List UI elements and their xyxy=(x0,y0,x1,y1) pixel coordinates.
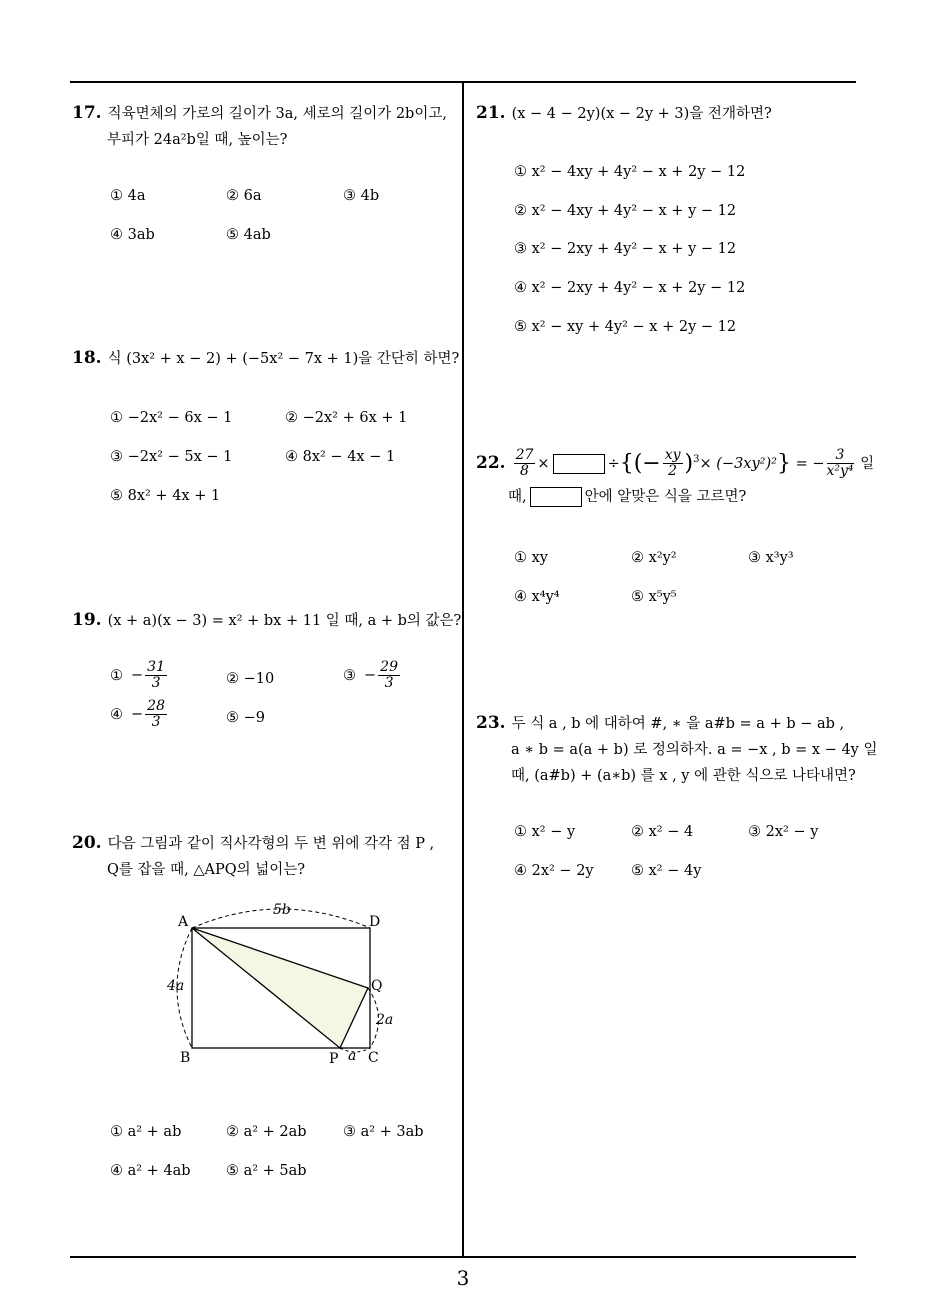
question-23 xyxy=(476,710,878,789)
option-5[interactable]: ⑤ 4ab xyxy=(226,227,271,243)
label-5b: 5b xyxy=(273,902,291,918)
label-d: D xyxy=(369,914,381,930)
question-number: 23. xyxy=(476,713,506,733)
question-17 xyxy=(72,100,457,153)
expression-middle: × (−3xy²)² xyxy=(699,455,777,472)
option-5[interactable]: ⑤ x² − 4y xyxy=(631,863,702,879)
label-c: C xyxy=(368,1050,379,1066)
option-2[interactable]: ② −10 xyxy=(226,671,275,687)
option-3[interactable]: ③ 4b xyxy=(343,188,380,204)
brace-close: } xyxy=(776,450,791,476)
option-2[interactable]: ② x² − 4 xyxy=(631,824,694,840)
question-text: 일 xyxy=(860,455,875,472)
page-number: 3 xyxy=(456,1266,470,1290)
option-1[interactable]: ① x² − 4xy + 4y² − x + 2y − 12 xyxy=(514,164,746,180)
option-4[interactable]: ④ a² + 4ab xyxy=(110,1163,191,1179)
bottom-rule xyxy=(70,1256,856,1258)
numerator: 29 xyxy=(380,659,398,675)
denominator: 3 xyxy=(151,714,161,730)
option-3[interactable]: ③ 2x² − y xyxy=(748,824,819,840)
question-text: 부피가 24a²b일 때, 높이는? xyxy=(107,132,288,148)
minus-sign: − xyxy=(131,667,144,684)
question-21 xyxy=(476,100,856,127)
blank-box xyxy=(530,487,582,507)
question-number: 22. xyxy=(476,452,506,473)
triangle-apq xyxy=(192,928,368,1048)
fraction-27-8 xyxy=(514,448,536,479)
option-4[interactable]: ④ x² − 2xy + 4y² − x + 2y − 12 xyxy=(514,280,746,296)
fraction xyxy=(378,660,400,691)
option-marker: ④ xyxy=(110,706,123,723)
times-sign: × xyxy=(537,455,550,472)
question-18 xyxy=(72,345,460,372)
option-5[interactable]: ⑤ x⁵y⁵ xyxy=(631,589,677,605)
label-a: A xyxy=(178,914,189,930)
numerator: xy xyxy=(664,447,681,464)
option-5[interactable]: ⑤ 8x² + 4x + 1 xyxy=(110,488,221,504)
question-text: a ∗ b = a(a + b) 로 정의하자. a = −x , b = x − 4y 일 xyxy=(511,742,878,758)
option-4[interactable]: ④ x⁴y⁴ xyxy=(514,589,560,605)
option-2[interactable]: ② 6a xyxy=(226,188,262,204)
fraction xyxy=(145,699,167,730)
minus-sign: − xyxy=(364,667,377,684)
option-5[interactable]: ⑤ a² + 5ab xyxy=(226,1163,307,1179)
column-divider xyxy=(462,82,464,1257)
label-2a: 2a xyxy=(376,1012,394,1028)
option-marker: ③ xyxy=(343,667,356,684)
question-number: 20. xyxy=(72,833,102,853)
question-19 xyxy=(72,607,462,634)
option-2[interactable]: ② a² + 2ab xyxy=(226,1124,307,1140)
label-b: B xyxy=(180,1050,191,1066)
rectangle-figure xyxy=(160,900,400,1070)
question-text: 식 (3x² + x − 2) + (−5x² − 7x + 1)을 간단히 하면? xyxy=(107,351,460,367)
option-1[interactable] xyxy=(110,660,169,691)
label-4a: 4a xyxy=(167,978,185,994)
question-text: 때, (a#b) + (a∗b) 를 x , y 에 관한 식으로 나타내면? xyxy=(511,768,856,784)
blank-box xyxy=(553,454,605,474)
denominator: 3 xyxy=(384,675,394,691)
option-2[interactable]: ② −2x² + 6x + 1 xyxy=(285,410,408,426)
exponent: 3 xyxy=(693,454,700,465)
question-text: 때, xyxy=(508,488,527,505)
paren-close: ) xyxy=(684,450,694,476)
label-a-segment: a xyxy=(348,1048,357,1064)
question-number: 21. xyxy=(476,103,506,123)
question-text: 다음 그림과 같이 직사각형의 두 변 위에 각각 점 P , xyxy=(107,836,435,852)
question-number: 17. xyxy=(72,103,102,123)
question-text: Q를 잡을 때, △APQ의 넓이는? xyxy=(107,862,306,878)
equals-sign: = − xyxy=(795,455,825,472)
option-3[interactable] xyxy=(343,660,402,691)
question-22 xyxy=(476,440,875,510)
option-4[interactable]: ④ 8x² − 4x − 1 xyxy=(285,449,396,465)
brace-open: {(− xyxy=(619,450,661,476)
option-5[interactable]: ⑤ x² − xy + 4y² − x + 2y − 12 xyxy=(514,319,737,335)
question-number: 18. xyxy=(72,348,102,368)
question-text: 안에 알맞은 식을 고르면? xyxy=(584,488,747,505)
fraction-xy-2 xyxy=(663,448,683,479)
option-1[interactable]: ① 4a xyxy=(110,188,146,204)
option-3[interactable]: ③ x³y³ xyxy=(748,550,794,566)
option-3[interactable]: ③ a² + 3ab xyxy=(343,1124,424,1140)
option-1[interactable]: ① xy xyxy=(514,550,548,566)
question-text: 직육면체의 가로의 길이가 3a, 세로의 길이가 2b이고, xyxy=(107,106,447,122)
option-3[interactable]: ③ x² − 2xy + 4y² − x + y − 12 xyxy=(514,241,737,257)
option-3[interactable]: ③ −2x² − 5x − 1 xyxy=(110,449,233,465)
minus-sign: − xyxy=(131,706,144,723)
numerator: 3 xyxy=(827,448,854,464)
question-text: (x − 4 − 2y)(x − 2y + 3)을 전개하면? xyxy=(511,106,772,122)
label-q: Q xyxy=(371,978,383,994)
option-1[interactable]: ① x² − y xyxy=(514,824,576,840)
option-1[interactable]: ① −2x² − 6x − 1 xyxy=(110,410,233,426)
question-text: 두 식 a , b 에 대하여 #, ∗ 을 a#b = a + b − ab , xyxy=(511,716,845,732)
numerator: 31 xyxy=(147,659,165,675)
divide-sign: ÷ xyxy=(607,455,620,472)
numerator: 28 xyxy=(147,698,165,714)
option-2[interactable]: ② x²y² xyxy=(631,550,677,566)
numerator: 27 xyxy=(515,447,534,464)
fraction-rhs xyxy=(827,448,854,479)
question-20 xyxy=(72,830,457,883)
fraction xyxy=(145,660,167,691)
option-4[interactable]: ④ 3ab xyxy=(110,227,155,243)
question-number: 19. xyxy=(72,610,102,630)
option-4[interactable] xyxy=(110,699,169,730)
label-p: P xyxy=(329,1051,339,1067)
denominator: 3 xyxy=(151,675,161,691)
option-1[interactable]: ① a² + ab xyxy=(110,1124,182,1140)
denominator: 2 xyxy=(668,463,678,480)
question-text: (x + a)(x − 3) = x² + bx + 11 일 때, a + b의 값은? xyxy=(107,613,462,629)
denominator: x²y⁴ xyxy=(826,463,854,480)
option-4[interactable]: ④ 2x² − 2y xyxy=(514,863,594,879)
option-5[interactable]: ⑤ −9 xyxy=(226,710,265,726)
denominator: 8 xyxy=(520,463,529,480)
option-2[interactable]: ② x² − 4xy + 4y² − x + y − 12 xyxy=(514,203,737,219)
option-marker: ① xyxy=(110,667,123,684)
